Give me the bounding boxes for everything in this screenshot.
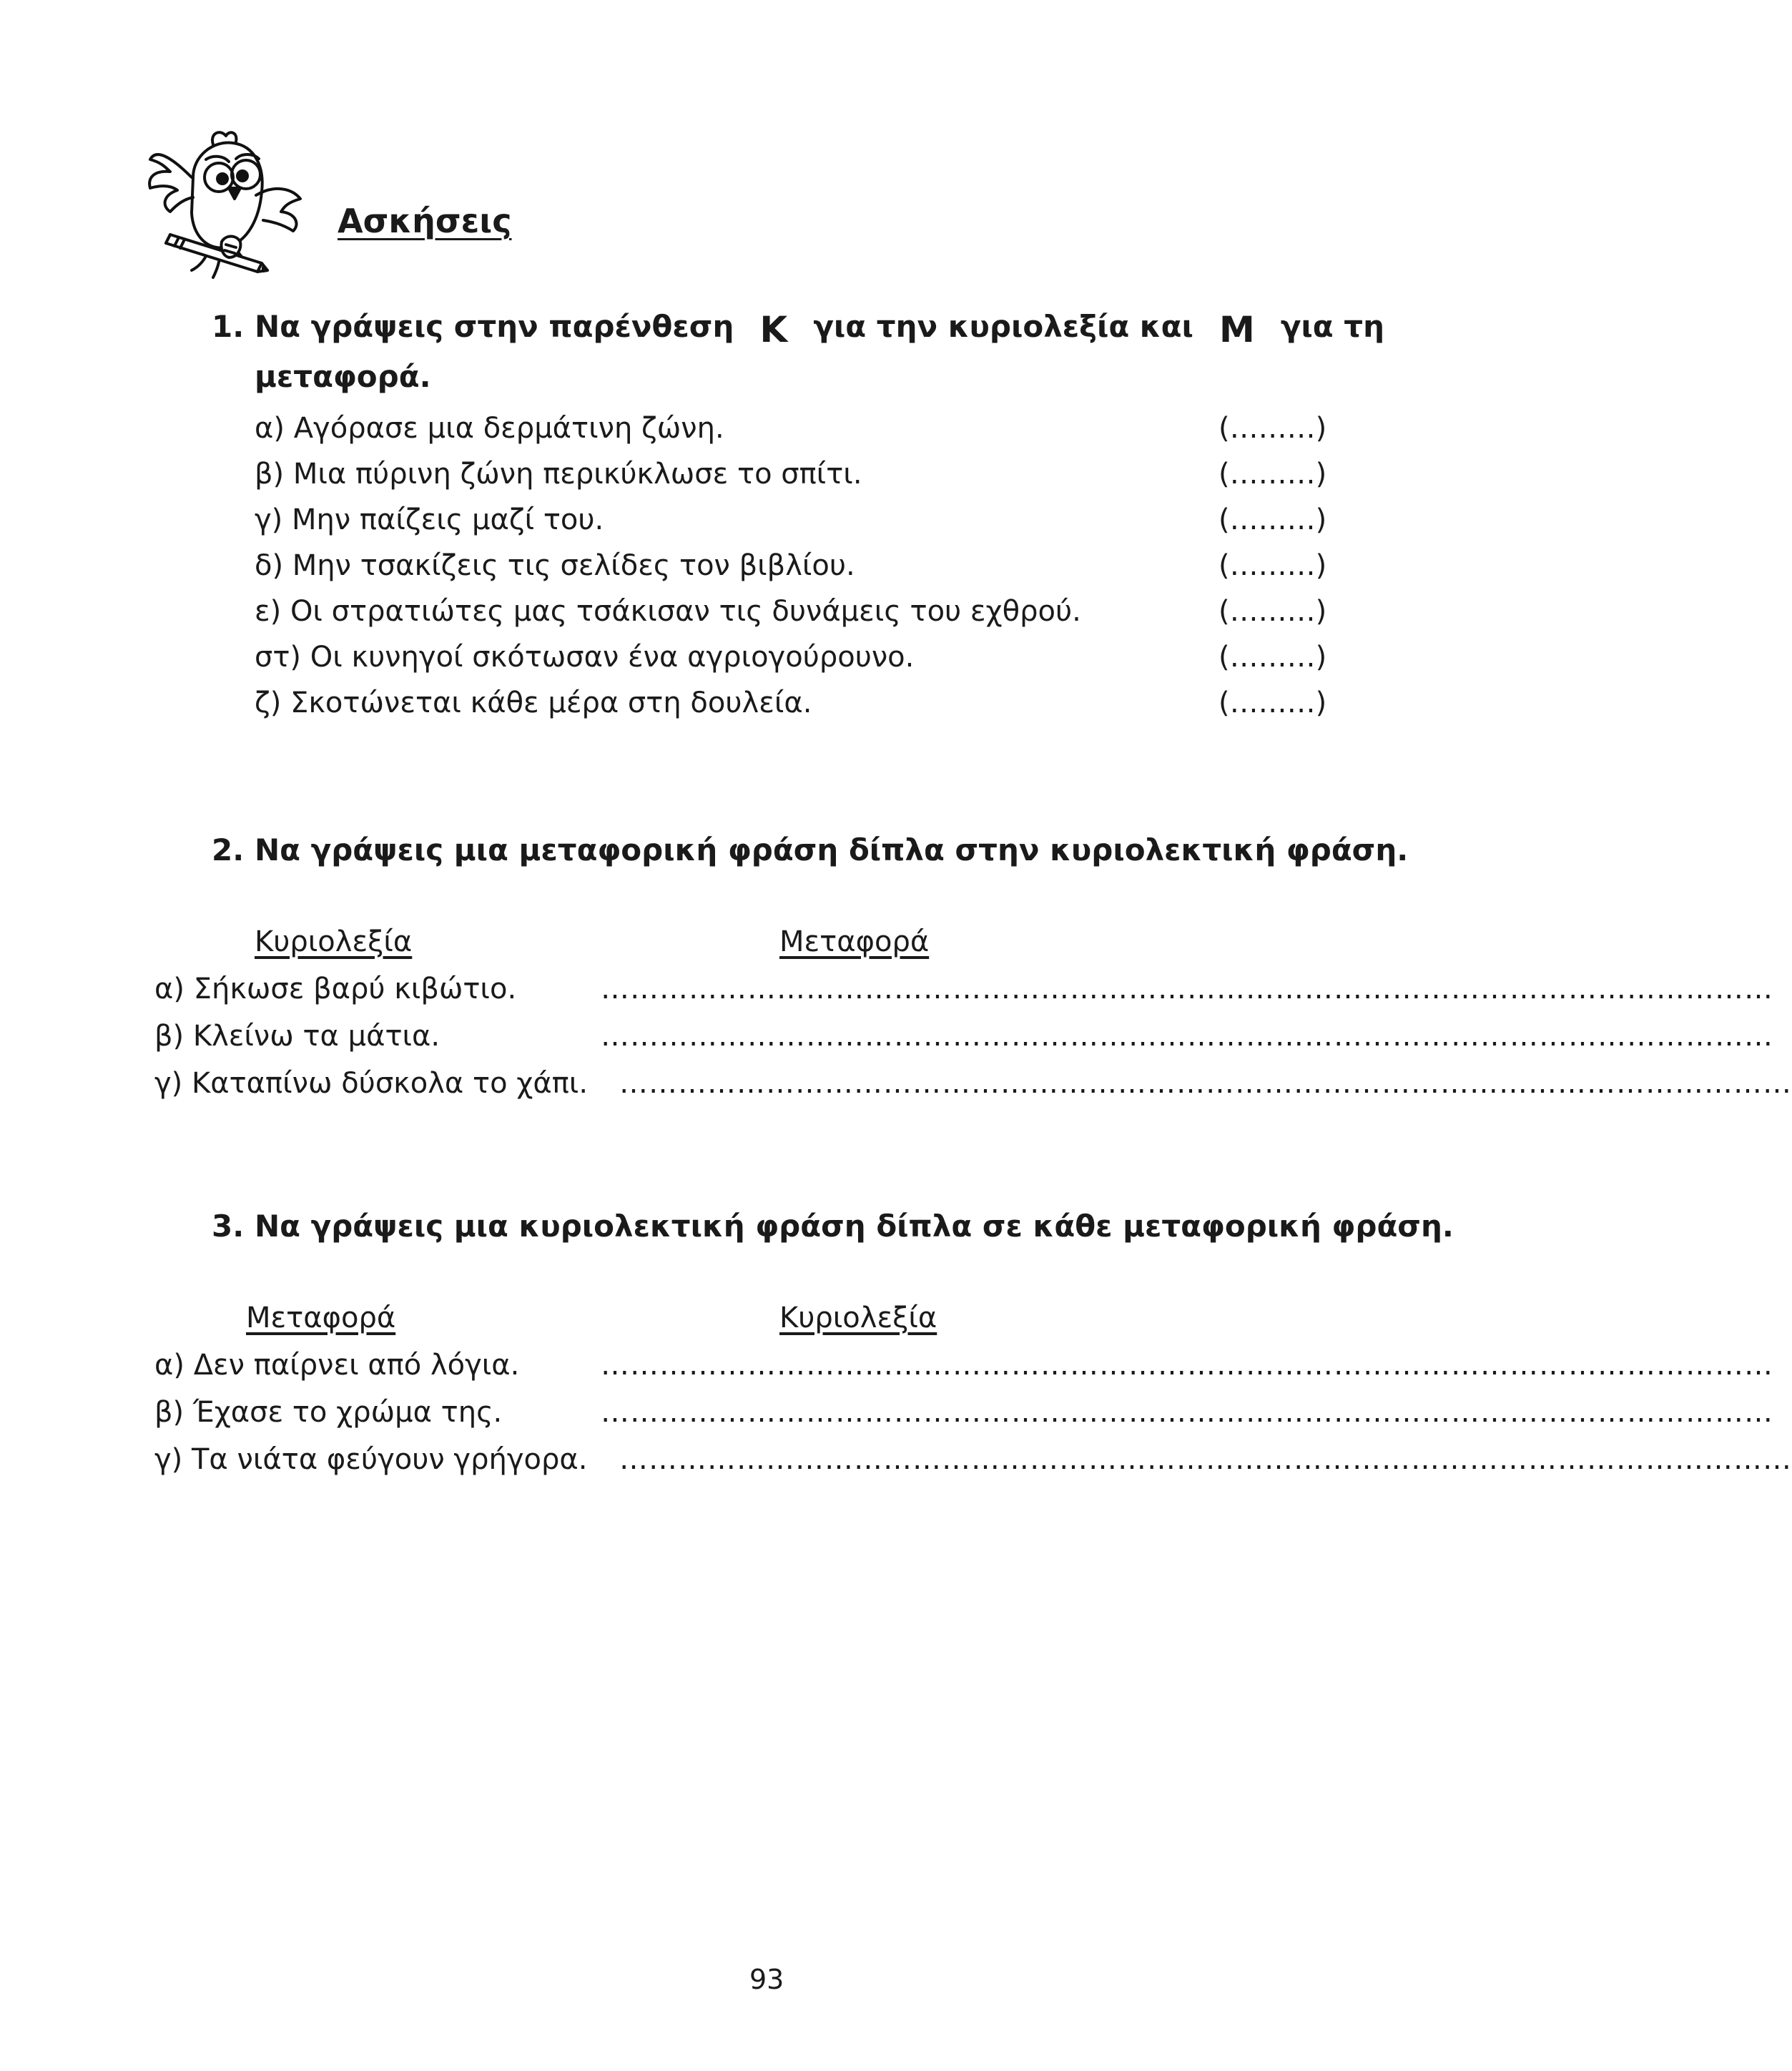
answer-blank[interactable]: (………)	[1219, 503, 1327, 536]
answer-blank[interactable]: (………)	[1219, 687, 1327, 719]
exercise-3-item: α) Δεν παίρνει από λόγια.	[154, 1349, 520, 1382]
exercise-1-instruction-cont: μεταφορά.	[255, 359, 431, 394]
exercise-3-item: γ) Τα νιάτα φεύγουν γρήγορα.	[154, 1443, 588, 1476]
column-heading-left: Κυριολεξία	[255, 925, 413, 958]
exercise-1-item: β) Μια πύρινη ζώνη περικύκλωσε το σπίτι.	[255, 458, 862, 491]
exercise-3-item: β) Έχασε το χρώμα της.	[154, 1396, 503, 1429]
answer-blank[interactable]: (………)	[1219, 412, 1327, 445]
answer-line[interactable]: …………………………………………………………………………………………………………	[601, 1396, 1773, 1429]
exercise-1-item: δ) Μην τσακίζεις τις σελίδες τον βιβλίου.	[255, 549, 855, 582]
answer-line[interactable]: …………………………………………………………………………………………………………	[601, 1349, 1773, 1382]
exercise-1-item: στ) Οι κυνηγοί σκότωσαν ένα αγριογούρουνο.	[255, 641, 915, 674]
exercise-1-item: ε) Οι στρατιώτες μας τσάκισαν τις δυνάμεις του εχθρού.	[255, 595, 1081, 628]
exercise-1-item: α) Αγόρασε μια δερμάτινη ζώνη.	[255, 412, 724, 445]
answer-blank[interactable]: (………)	[1219, 595, 1327, 628]
letter-m: Μ	[1219, 309, 1255, 350]
answer-line[interactable]: …………………………………………………………………………………………………………	[619, 1067, 1792, 1100]
answer-blank[interactable]: (………)	[1219, 549, 1327, 582]
instruction-part: για την κυριολεξία και	[813, 309, 1193, 344]
letter-k: Κ	[759, 309, 788, 350]
exercise-2-item: β) Κλείνω τα μάτια.	[154, 1020, 440, 1053]
exercise-2-item: α) Σήκωσε βαρύ κιβώτιο.	[154, 973, 517, 1005]
answer-line[interactable]: …………………………………………………………………………………………………………	[619, 1443, 1792, 1476]
page-number: 93	[749, 1964, 784, 1995]
exercise-1-number: 1.	[212, 309, 245, 344]
section-title: Ασκήσεις	[338, 202, 512, 240]
answer-blank[interactable]: (………)	[1219, 641, 1327, 674]
column-heading-right: Μεταφορά	[779, 925, 930, 958]
exercise-3-number: 3.	[212, 1209, 245, 1244]
column-heading-right: Κυριολεξία	[779, 1302, 937, 1334]
exercise-3-instruction: Να γράψεις μια κυριολεκτική φράση δίπλα σε κάθε μεταφορική φράση.	[255, 1209, 1454, 1244]
column-heading-left: Μεταφορά	[246, 1302, 396, 1334]
exercise-1-item: ζ) Σκοτώνεται κάθε μέρα στη δουλεία.	[255, 687, 812, 719]
instruction-part: για τη	[1280, 309, 1384, 344]
exercise-2-instruction: Να γράψεις μια μεταφορική φράση δίπλα στην κυριολεκτική φράση.	[255, 832, 1409, 867]
exercise-2-item: γ) Καταπίνω δύσκολα το χάπι.	[154, 1067, 589, 1100]
answer-blank[interactable]: (………)	[1219, 458, 1327, 491]
answer-line[interactable]: …………………………………………………………………………………………………………	[601, 1020, 1773, 1053]
exercise-1-item: γ) Μην παίζεις μαζί του.	[255, 503, 604, 536]
instruction-part: Να γράψεις στην παρένθεση	[255, 309, 734, 344]
owl-with-pencil-icon	[142, 127, 306, 285]
exercise-1-instruction	[255, 309, 1384, 350]
exercise-2-number: 2.	[212, 832, 245, 867]
answer-line[interactable]: …………………………………………………………………………………………………………	[601, 973, 1773, 1005]
